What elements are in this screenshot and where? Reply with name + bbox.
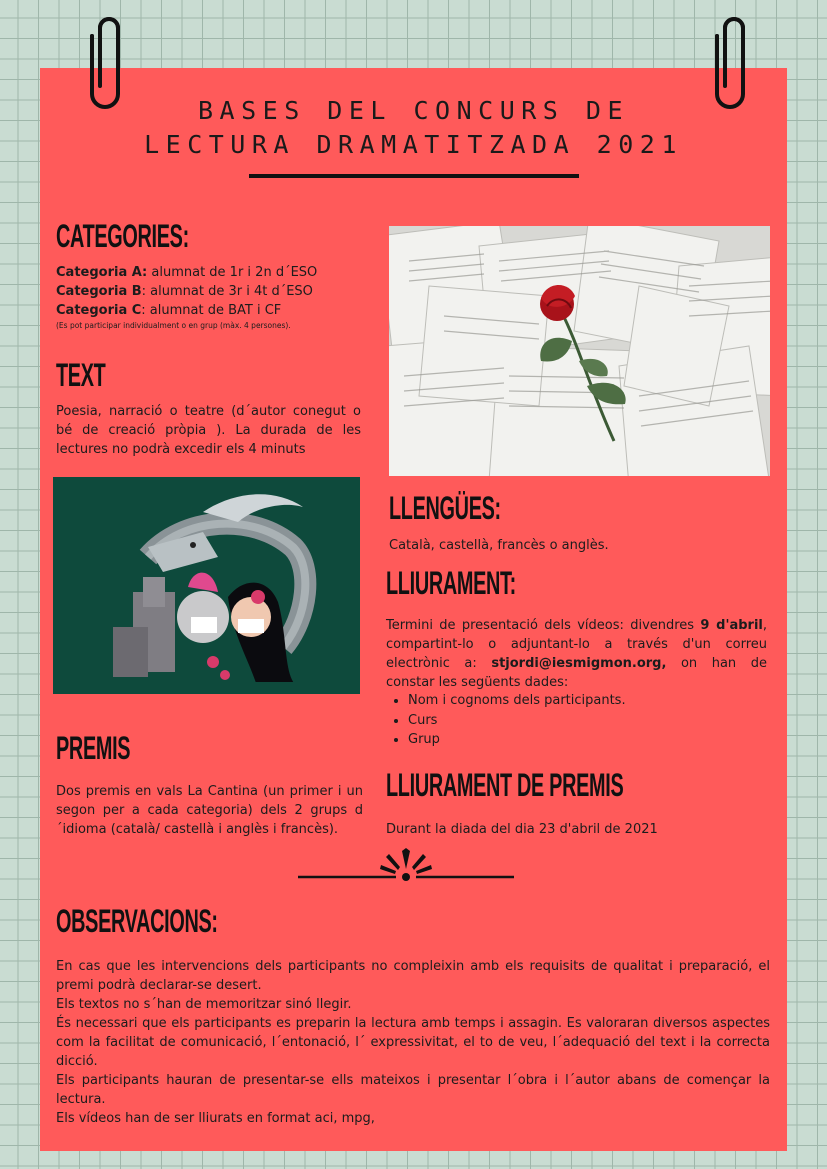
paperclip-icon — [703, 16, 757, 116]
categories-heading: CATEGORIES: — [56, 218, 189, 254]
list-item: • Curs — [408, 711, 767, 731]
text-body: Poesia, narració o teatre (d´autor conegut o bé de creació pròpia ). La durada de les lectures no podrà excedir els 4 minuts — [56, 404, 361, 457]
observacions-body — [56, 957, 770, 1128]
list-item: • Grup — [408, 730, 767, 750]
contact-email: stjordi@iesmigmon.org, — [491, 656, 667, 671]
category-b: Categoria B: alumnat de 3r i 4t d´ESO — [56, 284, 313, 299]
poster-title-line1: BASES DEL CONCURS DE — [197, 96, 630, 125]
lliurament-premis-heading: LLIURAMENT DE PREMIS — [386, 767, 624, 803]
premis-heading: PREMIS — [56, 730, 131, 766]
lliurament-heading: LLIURAMENT: — [386, 565, 516, 601]
categories-note: (Es pot participar individualment o en grup (màx. 4 persones). — [56, 321, 291, 330]
observacions-paragraph: Els vídeos han de ser lliurats en format aci, mpg, — [56, 1111, 375, 1126]
observacions-paragraph: És necessari que els participants es preparin la lectura amb temps i assagin. Es valoraran diversos aspectes com la facilitat de comunicació, l´entonació, l´ expressivitat, el to de veu, l´adequació del text i la correcta dicció. — [56, 1016, 770, 1069]
lliurament-premis-body: Durant la diada del dia 23 d'abril de 2021 — [386, 822, 658, 837]
flourish-divider-icon — [298, 845, 514, 885]
llengues-heading: LLENGÜES: — [389, 490, 501, 526]
title-underline — [249, 174, 579, 178]
list-item: • Nom i cognoms dels participants. — [408, 691, 767, 711]
sant-jordi-illustration — [53, 477, 360, 694]
lliurament-list — [386, 691, 767, 750]
llengues-body: Català, castellà, francès o anglès. — [389, 538, 609, 553]
categories-list — [56, 263, 376, 331]
observacions-paragraph: Els participants hauran de presentar-se ells mateixos i presentar l´obra i l´autor abans de començar la lectura. — [56, 1073, 770, 1107]
lliurament-body: Termini de presentació dels vídeos: divendres 9 d'abril, compartint-lo o adjuntant-lo a través d'un correu electrònic a: stjordi@iesmigmon.org, on han de constar les següents dades: — [386, 618, 767, 690]
category-c: Categoria C: alumnat de BAT i CF — [56, 303, 282, 318]
observacions-heading: OBSERVACIONS: — [56, 903, 218, 939]
text-heading: TEXT — [56, 357, 106, 393]
observacions-paragraph: Els textos no s´han de memoritzar sinó llegir. — [56, 997, 352, 1012]
premis-body: Dos premis en vals La Cantina (un primer i un segon per a cada categoria) dels 2 grups d´idioma (català/ castellà i anglès i francès). — [56, 784, 363, 837]
category-a: Categoria A: alumnat de 1r i 2n d´ESO — [56, 265, 318, 280]
rose-on-books-photo — [389, 226, 770, 476]
poster-title-line2: LECTURA DRAMATITZADA 2021 — [144, 130, 683, 159]
observacions-paragraph: En cas que les intervencions dels participants no compleixin amb els requisits de qualitat i preparació, el premi podrà declarar-se desert. — [56, 959, 770, 993]
paperclip-icon — [78, 16, 132, 116]
